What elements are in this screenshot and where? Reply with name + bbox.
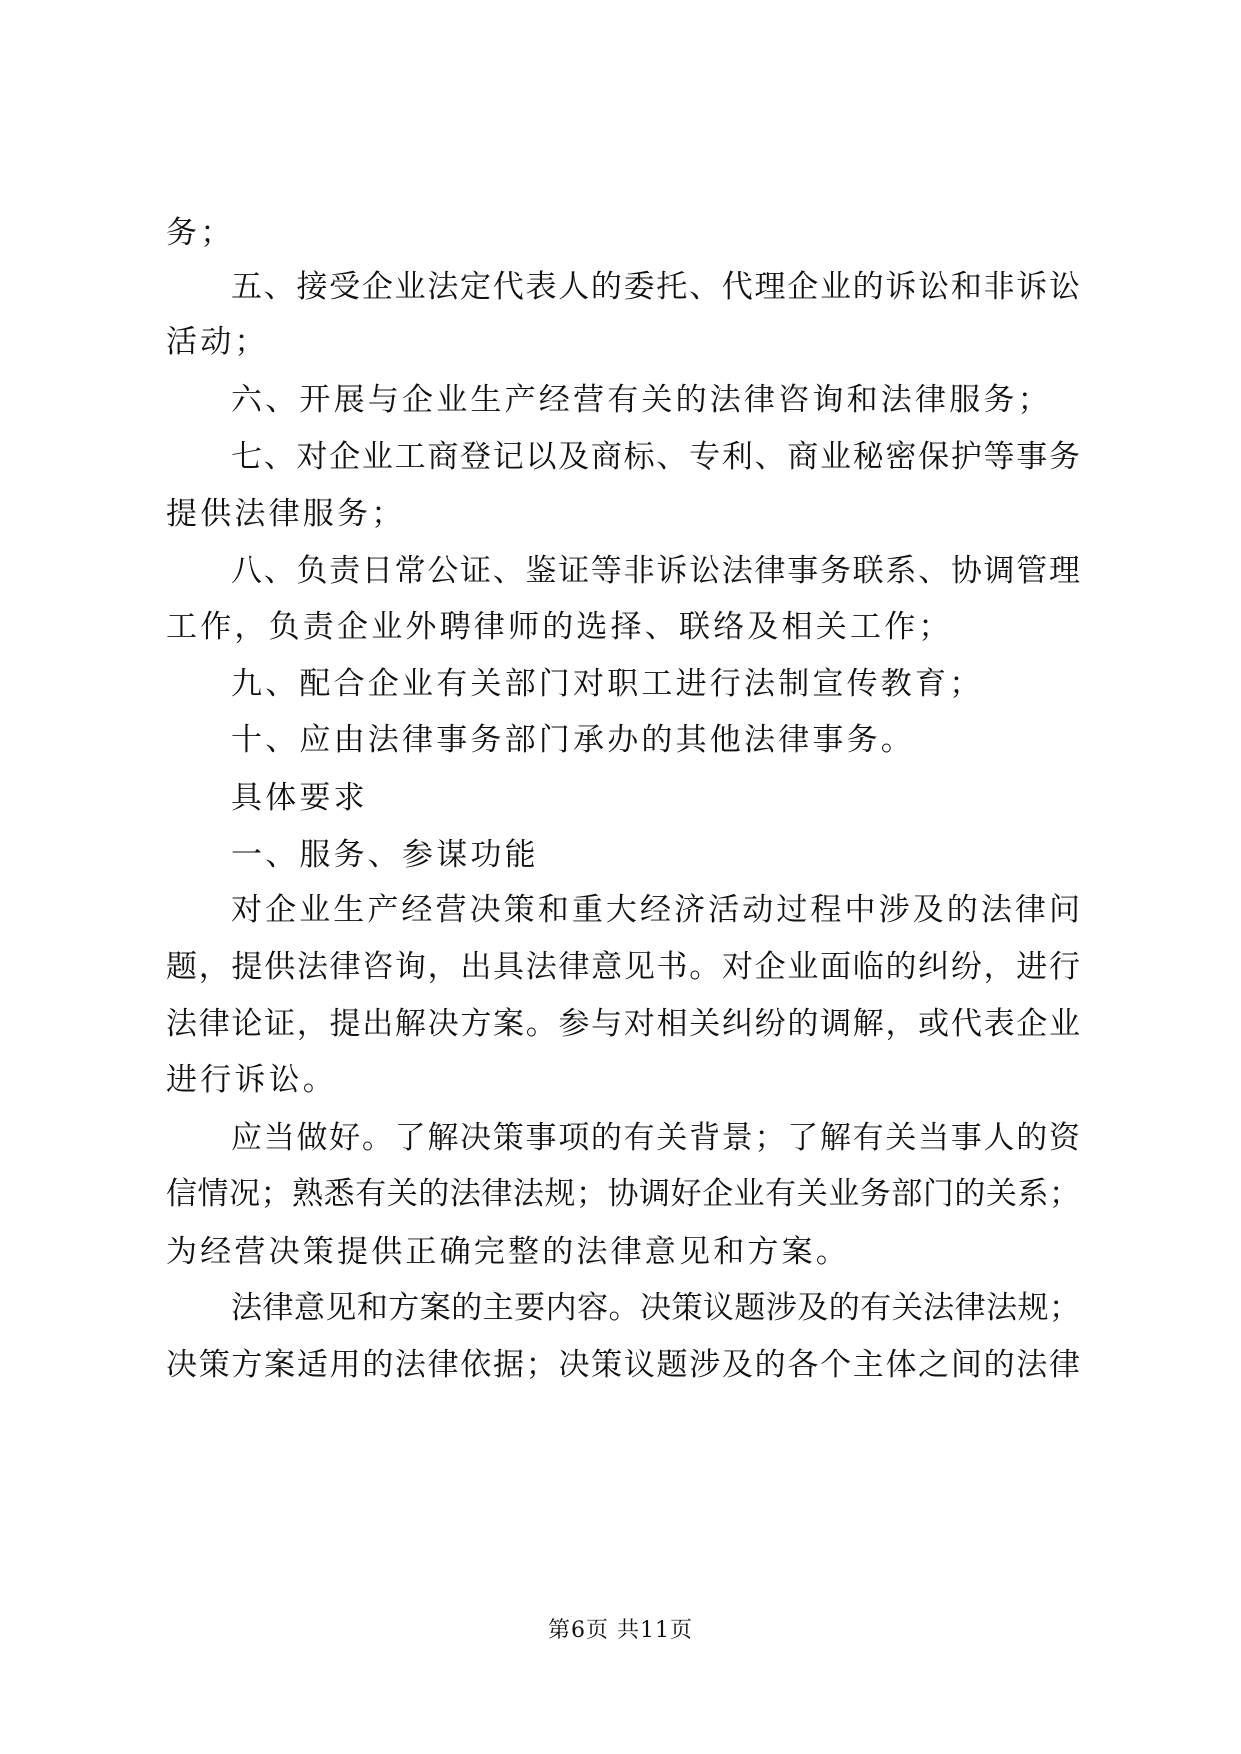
text-line: 决策方案适用的法律依据；决策议题涉及的各个主体之间的法律 [166, 1347, 1080, 1383]
page-number-footer: 第6页 共11页 [548, 1618, 693, 1643]
text-line: 务； [166, 215, 235, 251]
text-line: 七、对企业工商登记以及商标、专利、商业秘密保护等事务 [231, 439, 1080, 475]
text-line: 对企业生产经营决策和重大经济活动过程中涉及的法律问 [231, 892, 1080, 928]
text-line: 为经营决策提供正确完整的法律意见和方案。 [166, 1234, 850, 1270]
text-line: 进行诉讼。 [166, 1062, 337, 1098]
text-line: 活动； [166, 324, 269, 360]
subsection-heading: 一、服务、参谋功能 [231, 837, 539, 873]
text-line: 应当做好。了解决策事项的有关背景；了解有关当事人的资 [231, 1120, 1080, 1156]
text-line: 信情况；熟悉有关的法律法规；协调好企业有关业务部门的关系； [166, 1176, 1080, 1212]
text-line: 工作，负责企业外聘律师的选择、联络及相关工作； [166, 609, 953, 645]
text-line: 八、负责日常公证、鉴证等非诉讼法律事务联系、协调管理 [231, 553, 1080, 589]
text-line: 九、配合企业有关部门对职工进行法制宣传教育； [231, 666, 984, 702]
text-line: 法律意见和方案的主要内容。决策议题涉及的有关法律法规； [231, 1290, 1080, 1326]
text-line: 五、接受企业法定代表人的委托、代理企业的诉讼和非诉讼 [231, 269, 1080, 305]
text-line: 提供法律服务； [166, 496, 406, 532]
text-line: 十、应由法律事务部门承办的其他法律事务。 [231, 722, 915, 758]
text-line: 题，提供法律咨询，出具法律意见书。对企业面临的纠纷，进行 [166, 949, 1080, 985]
section-heading: 具体要求 [231, 780, 368, 816]
text-line: 法律论证，提出解决方案。参与对相关纠纷的调解，或代表企业 [166, 1006, 1080, 1042]
text-line: 六、开展与企业生产经营有关的法律咨询和法律服务； [231, 382, 1052, 418]
